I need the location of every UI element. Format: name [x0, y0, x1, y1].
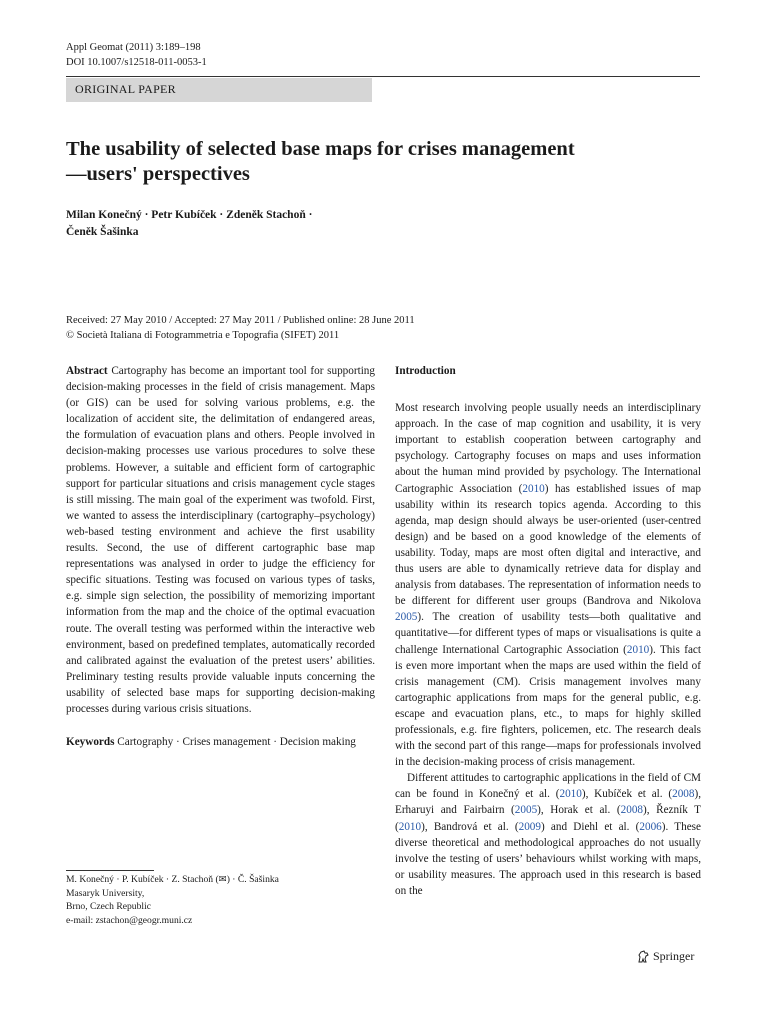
paper-type-label: ORIGINAL PAPER: [75, 82, 176, 96]
citation-link[interactable]: 2010: [398, 820, 422, 833]
keywords-text: Cartography · Crises management · Decision making: [117, 736, 356, 749]
text-run: ), Řezník T (: [395, 804, 702, 833]
footnote-rule: [66, 870, 154, 871]
abstract: [66, 363, 375, 717]
publisher-name: Springer: [653, 949, 695, 963]
citation-link[interactable]: 2008: [620, 804, 644, 817]
abstract-label: Abstract: [66, 365, 108, 377]
journal-header: [66, 40, 207, 70]
abstract-text: Cartography has become an important tool for supporting decision-making processes in the field of crisis management. Maps (or GIS) can be used for solving various problems, e.g. the localization of accident site, the delimitation of endangered areas, the formulation of evacuation plans and others. People involved in decision-making processes use various procedures to solve these problems. However, a suitable and efficient form of cartographic support for particular situations and crisis management cycle stages is still missing. The main goal of the experiment was twofold. First, we wanted to assess the interdisciplinary (cartography–psychology) web-based testing environment and achieve the first usability results. Second, the use of different cartographic base map representations was analysed in order to judge the efficiency for specific situations. Testing was focused on various types of tasks, e.g. simple sign selection, the possibility of memorizing important information from the map and the choice of the optimal evacuation route. The overall testing was performed within the interactive web environment, based on predefined templates, automatically recorded and calibrated against the evaluation of the pretest users’ abilities. Preliminary testing results provide valuable inputs concerning the usability of selected base maps for supporting decision-making processes during various crisis situations.: [66, 365, 375, 715]
text-run: ). These diverse theoretical and methodological approaches do not usually involve the testing of users’ behaviours whilst working with maps, or usability measures. The approach used in this research is based on the: [395, 820, 701, 897]
text-run: ) has established issues of map usability within its research topics agenda. According to this agenda, map design should always be user-oriented (user-centred design) and be based on a good knowledge of the elements of usability. Today, maps are most often digital and interactive, and thus users are able to dynamically retrieve data for display and analysis from databases. The representation of information needs to be different for different user groups (Bandrova and Nikolova: [395, 482, 701, 608]
affiliation-block: [66, 873, 366, 927]
publication-dates: [66, 313, 566, 343]
affiliation-names: M. Konečný · P. Kubíček · Z. Stachoň (✉) · Č. Šašinka: [66, 874, 279, 885]
paper-type-banner: [66, 78, 372, 102]
citation-link[interactable]: 2005: [514, 804, 538, 817]
text-run: ) and Diehl et al. (: [540, 820, 640, 833]
keywords: [66, 734, 375, 750]
publisher-logo: [636, 949, 694, 964]
text-run: ), Horak et al. (: [537, 804, 621, 817]
date-history: Received: 27 May 2010 / Accepted: 27 May 2011 / Published online: 28 June 2011: [66, 315, 415, 326]
copyright-line: © Società Italiana di Fotogrammetria e Topografia (SIFET) 2011: [66, 330, 340, 341]
citation-link[interactable]: 2010: [522, 482, 545, 495]
text-run: ), Kubíček et al. (: [581, 788, 673, 801]
citation-link[interactable]: 2010: [626, 643, 650, 656]
author-list: [66, 207, 466, 241]
citation-link[interactable]: 2006: [639, 820, 662, 833]
introduction-heading: Introduction: [395, 365, 456, 377]
header-rule: [66, 76, 700, 77]
left-column: [66, 363, 375, 750]
text-run: ), Erharuyi and Fairbairn (: [395, 788, 701, 817]
citation-link[interactable]: 2008: [672, 788, 695, 801]
introduction-paragraph-2: [395, 770, 701, 899]
springer-horse-icon: [636, 950, 650, 964]
affiliation-email[interactable]: e-mail: zstachon@geogr.muni.cz: [66, 914, 193, 926]
text-run: ). The creation of usability tests—both qualitative and quantitative—for different types of maps or visualisations is quite a challenge International Cartographic Association (: [395, 611, 701, 656]
text-run: Most research involving people usually needs an interdisciplinary approach. In the case of map cognition and usability, it is very important to establish cooperation between cartography and psychology. Cartography focuses on maps and uses information about the human mind provided by psychology. The International Cartographic Association (: [395, 402, 701, 495]
journal-doi: DOI 10.1007/s12518-011-0053-1: [66, 57, 207, 68]
text-run: ). This fact is even more important when the maps are used within the field of crisis management (CM). Crisis management involves many cartographic applications from maps for the general public, e.g. escape and evacuation plans, etc., to maps for highly skilled professionals, e.g. fire fighters, policemen, etc. The research deals with the second part of this range—maps for professionals involved in the decision-making process of crisis management.: [395, 643, 701, 769]
introduction-paragraph-1: [395, 400, 701, 770]
text-run: Different attitudes to cartographic applications in the field of CM can be found in Konečný et al. (: [395, 772, 701, 801]
citation-link[interactable]: 2005: [395, 611, 418, 624]
affiliation-institution: Masaryk University,: [66, 887, 145, 899]
right-column: [395, 363, 701, 899]
authors-line-1: Milan Konečný · Petr Kubíček · Zdeněk Stachoň ·: [66, 209, 313, 221]
paper-title: The usability of selected base maps for crises management—users' perspectives: [66, 138, 575, 185]
authors-line-2: Čeněk Šašinka: [66, 226, 139, 238]
affiliation-city: Brno, Czech Republic: [66, 901, 151, 913]
text-run: ), Bandrová et al. (: [421, 820, 519, 833]
citation-link[interactable]: 2009: [518, 820, 541, 833]
citation-link[interactable]: 2010: [559, 788, 582, 801]
journal-citation: Appl Geomat (2011) 3:189–198: [66, 42, 201, 53]
keywords-label: Keywords: [66, 736, 115, 749]
